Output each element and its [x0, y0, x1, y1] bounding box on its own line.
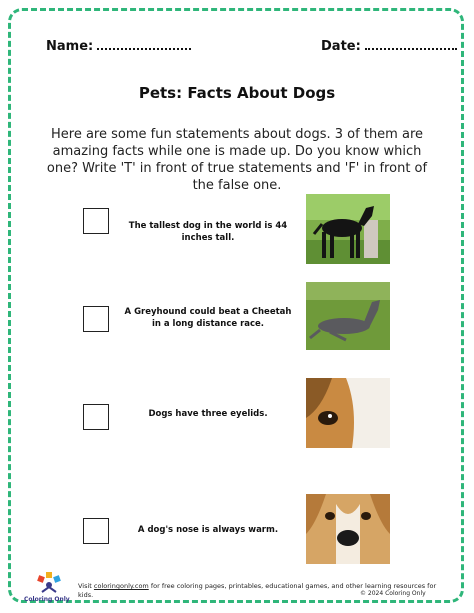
dog-eye-closeup-photo [306, 378, 390, 448]
footer-prefix: Visit [78, 582, 94, 590]
name-field[interactable] [46, 38, 191, 54]
date-label: Date: [321, 39, 361, 54]
instructions: Here are some fun statements about dogs. 3 of them are amazing facts while one is made up. Do you know which one? Write 'T' in front of true statements and 'F' in front of the false one. [46, 127, 428, 193]
logo-text: Coloring Only [24, 596, 70, 603]
answer-checkbox[interactable] [83, 208, 109, 234]
copyright: © 2024 Coloring Only [360, 590, 426, 597]
question-text: Dogs have three eyelids. [148, 409, 268, 419]
answer-checkbox[interactable] [83, 518, 109, 544]
question-text: A dog's nose is always warm. [137, 525, 279, 535]
footer-suffix: for free coloring pages, printables, educational games, and other learning resources for kids. [78, 582, 437, 599]
name-label: Name: [46, 39, 94, 54]
date-field[interactable] [321, 38, 457, 54]
answer-checkbox[interactable] [83, 404, 109, 430]
question-text: The tallest dog in the world is 44 inches tall. [128, 221, 288, 243]
great-dane-photo [306, 194, 390, 264]
name-line[interactable] [97, 38, 191, 50]
footer-link[interactable]: coloringonly.com [93, 582, 149, 590]
answer-checkbox[interactable] [83, 306, 109, 332]
dog-nose-closeup-photo [306, 494, 390, 564]
greyhound-photo [306, 282, 390, 350]
page-title: Pets: Facts About Dogs [138, 84, 336, 102]
question-text: A Greyhound could beat a Cheetah in a long distance race. [124, 307, 292, 329]
date-line[interactable] [365, 38, 457, 50]
